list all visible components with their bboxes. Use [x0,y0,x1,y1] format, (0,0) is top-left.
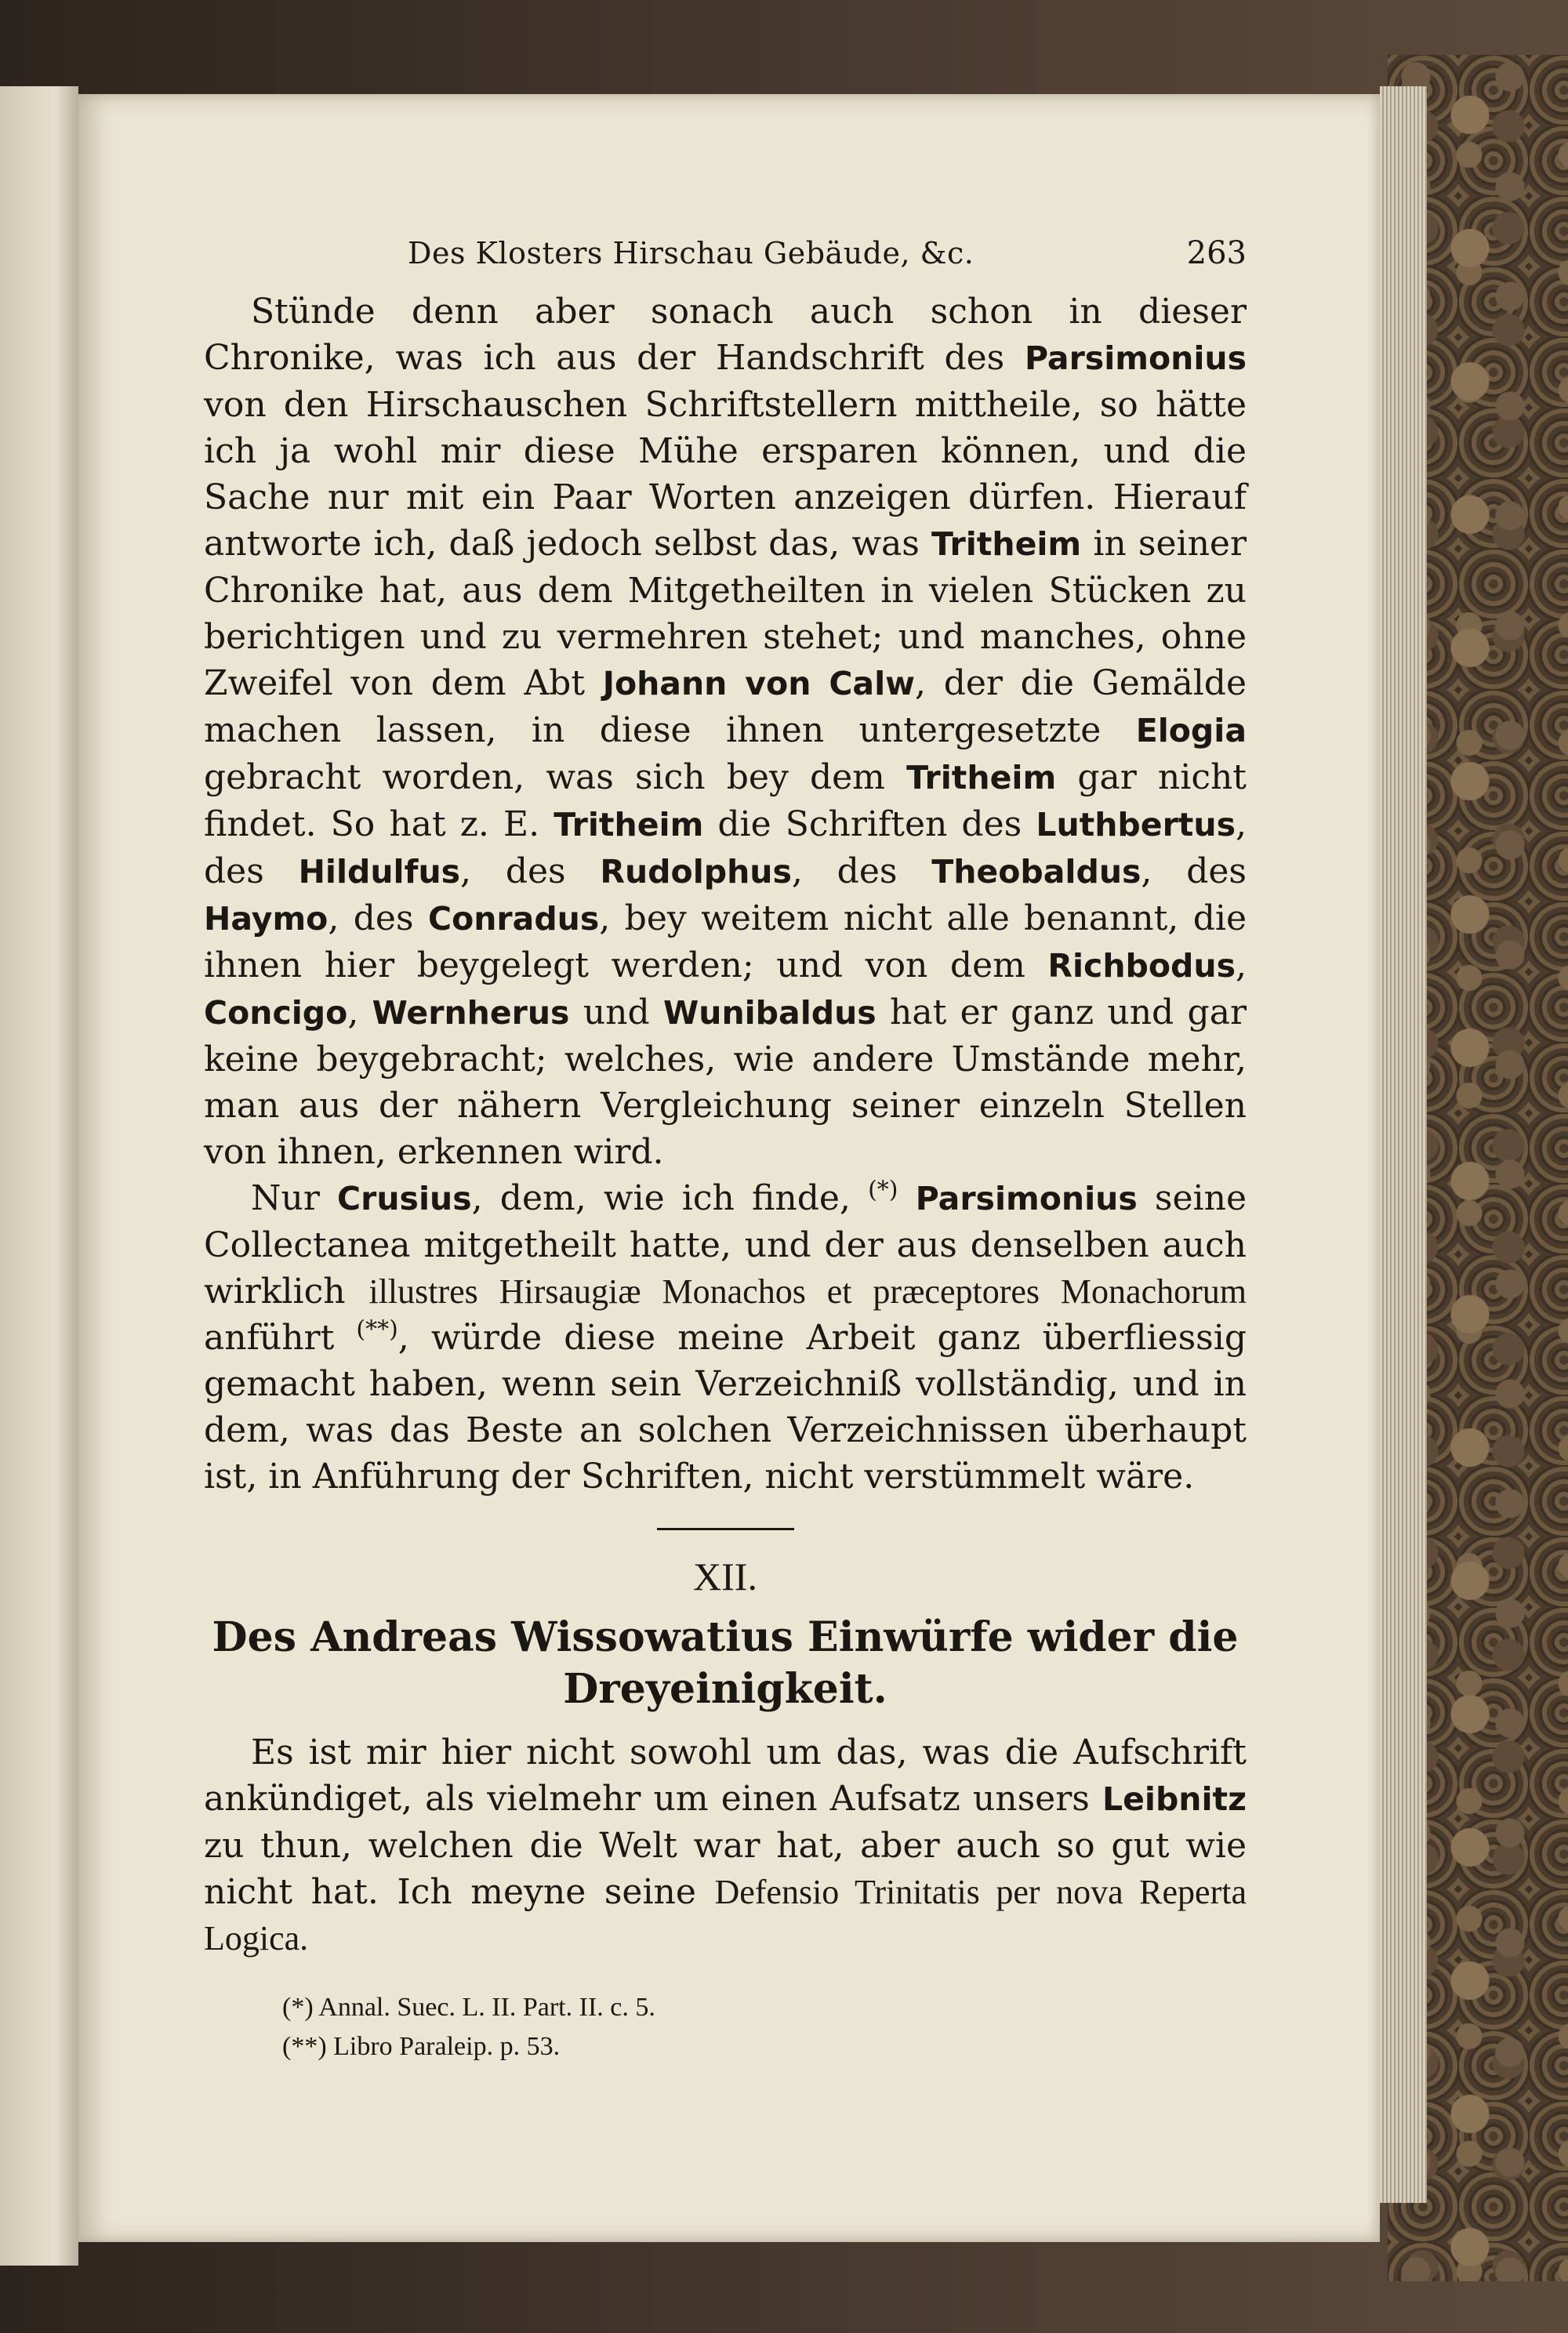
proper-name: Luthbertus [1036,806,1236,844]
section-title-line-1: Des Andreas Wissowatius Einwürfe wider die [212,1613,1239,1661]
proper-name: Parsimonius [1024,339,1247,377]
proper-name: Rudolphus [600,853,792,891]
latin-phrase: Defensio Trinitatis per nova Reperta Logica. [204,1873,1247,1957]
paragraph-2: Nur Crusius, dem, wie ich finde, (*) Parsimonius seine Collectanea mitgetheilt hatte, und der aus denselben auch wirklich illustres Hirsaugiæ Monachos et præceptores Monachorum anführt (**), würde diese meine Arbeit ganz überfliessig gemacht haben, wenn sein Verzeichniß vollständig, und in dem, was das Beste an solchen Verzeichnissen überhaupt ist, in Anführung der Schriften, nicht verstümmelt wäre. [204,1176,1247,1497]
footnote-marker: (**) [356,1315,398,1344]
section-divider [657,1528,794,1530]
book-page [78,94,1380,2242]
section-paragraph: Es ist mir hier nicht sowohl um das, was die Aufschrift ankündiget, als vielmehr um einen Aufsatz unsers Leibnitz zu thun, welchen die Welt war hat, aber auch so gut wie nicht hat. Ich meyne seine Defensio Trinitatis per nova Reperta Logica. [204,1733,1247,1957]
section-title-line-2: Dreyeinigkeit. [563,1665,887,1713]
paragraph-1: Stünde denn aber sonach auch schon in dieser Chronike, was ich aus der Handschrift des Parsimonius von den Hirschauschen Schriftstellern mittheile, so hätte ich ja wohl mir diese Mühe ersparen können, und die Sache nur mit ein Paar Worten anzeigen dürfen. Hierauf antworte ich, daß jedoch selbst das, was Tritheim in seiner Chronike hat, aus dem Mitgetheilten in vielen Stücken zu berichtigen und zu vermehren stehet; und manches, ohne Zweifel von dem Abt Johann von Calw, der die Gemälde machen lassen, in diese ihnen untergesetzte Elogia gebracht worden, was sich bey dem Tritheim gar nicht findet. So hat z. E. Tritheim die Schriften des Luthbertus, des Hildulfus, des Rudolphus, des Theobaldus, des Haymo, des Conradus, bey weitem nicht alle benannt, die ihnen hier beygelegt werden; und von dem Richbodus, Concigo, Wernherus und Wunibaldus hat er ganz und gar keine beygebracht; welches, wie andere Umstände mehr, man aus der nähern Vergleichung seiner einzeln Stellen von ihnen, erkennen wird. [204,292,1247,1172]
proper-name: Hildulfus [298,853,461,891]
proper-name: Wernherus [372,994,570,1032]
proper-name: Tritheim [906,759,1057,796]
proper-name: Crusius [337,1180,472,1217]
proper-name: Wunibaldus [663,994,877,1032]
running-head [204,235,1247,271]
proper-name: Tritheim [931,525,1082,563]
proper-name: Concigo [204,994,348,1032]
proper-name: Haymo [204,900,328,938]
left-page-edge [0,86,78,2266]
proper-name: Leibnitz [1102,1780,1247,1818]
footnotes [204,1988,1247,2066]
proper-name: Tritheim [554,806,704,844]
page-number: 263 [1186,235,1247,271]
footnote-1: (*) Annal. Suec. L. II. Part. II. c. 5. [282,1993,655,2022]
footnote-marker: (*) [868,1176,898,1204]
proper-name: Parsimonius [915,1180,1138,1217]
page-text-block [204,235,1247,2066]
footnote-2: (**) Libro Paraleip. p. 53. [282,2032,561,2061]
section-title [204,1612,1247,1715]
page-block-edges [1380,86,1427,2203]
proper-name: Elogia [1135,712,1247,749]
latin-phrase: illustres Hirsaugiæ Monachos et præceptores Monachorum [368,1272,1247,1311]
proper-name: Johann von Calw [602,665,916,702]
proper-name: Conradus [427,900,600,938]
proper-name: Richbodus [1047,947,1236,985]
section-number: XII. [693,1555,757,1598]
running-title: Des Klosters Hirschau Gebäude, &c. [408,236,975,270]
proper-name: Theobaldus [931,853,1142,891]
